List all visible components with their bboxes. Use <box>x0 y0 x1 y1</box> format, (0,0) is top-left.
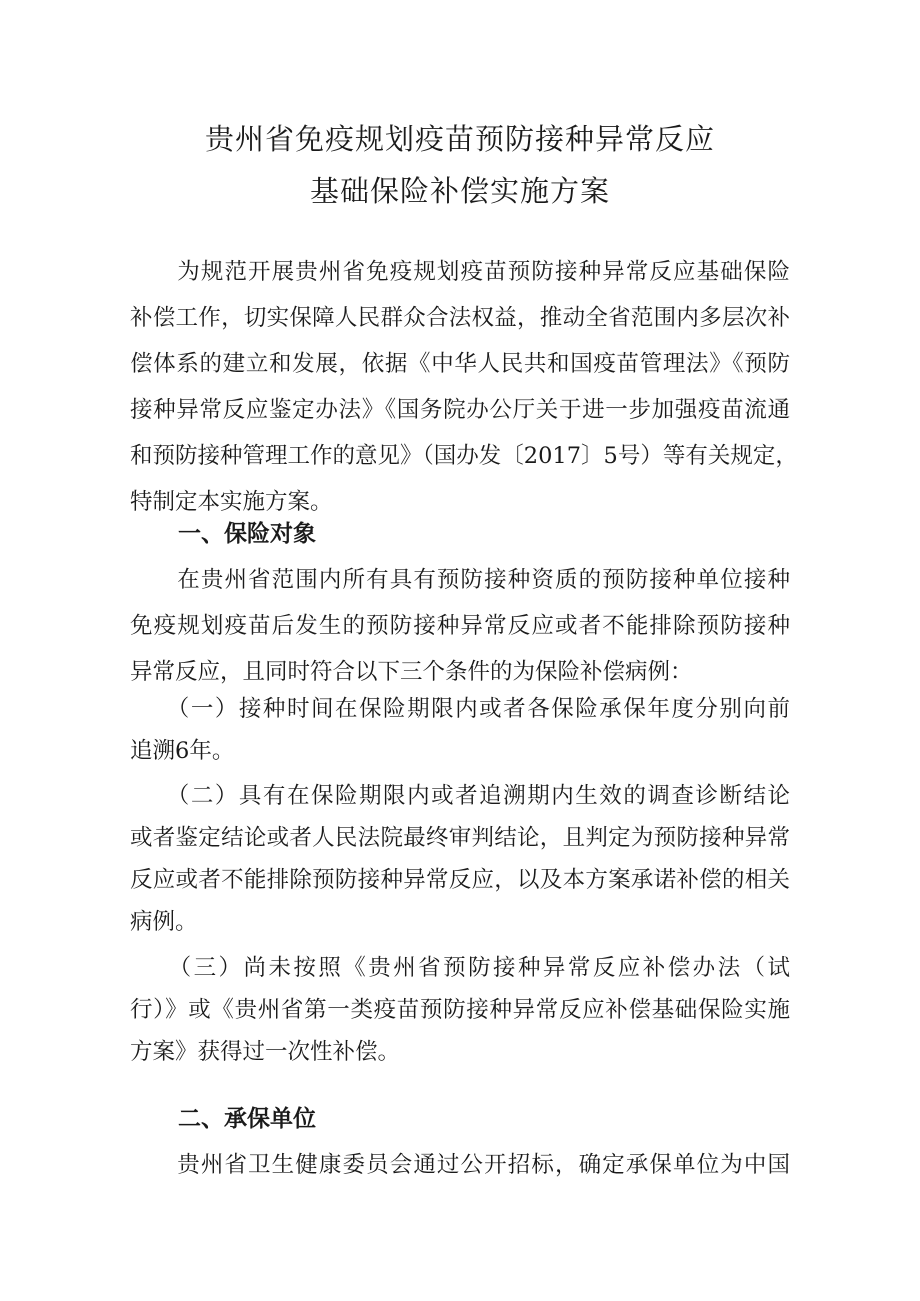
document-title-line2: 基础保险补偿实施方案 <box>309 174 610 208</box>
section1-line: 异常反应，且同时符合以下三个条件的为保险补偿病例： <box>130 659 693 685</box>
intro-line: 补偿工作，切实保障人民群众合法权益，推动全省范围内多层次补 <box>130 305 790 331</box>
intro-line: 和预防接种管理工作的意见》（国办发〔2017〕5号）等有关规定， <box>130 443 798 469</box>
item2-line: 反应或者不能排除预防接种异常反应，以及本方案承诺补偿的相关 <box>130 867 790 893</box>
section1-line: 在贵州省范围内所有具有预防接种资质的预防接种单位接种 <box>130 567 790 593</box>
item3-line: 行）》或《贵州省第一类疫苗预防接种异常反应补偿基础保险实施 <box>130 997 790 1023</box>
item3-line: （三）尚未按照《贵州省预防接种异常反应补偿办法（试 <box>130 955 790 981</box>
item1-line: 追溯6年。 <box>130 738 235 764</box>
intro-line: 为规范开展贵州省免疫规划疫苗预防接种异常反应基础保险 <box>130 259 790 285</box>
item2-line: 病例。 <box>130 909 198 935</box>
intro-line: 接种异常反应鉴定办法》《国务院办公厅关于进一步加强疫苗流通 <box>130 397 790 423</box>
item2-line: （二）具有在保险期限内或者追溯期内生效的调查诊断结论 <box>130 783 790 809</box>
item2-line: 或者鉴定结论或者人民法院最终审判结论，且判定为预防接种异常 <box>130 825 790 851</box>
section1-heading: 一、保险对象 <box>178 521 316 547</box>
section1-line: 免疫规划疫苗后发生的预防接种异常反应或者不能排除预防接种 <box>130 613 790 639</box>
section2-heading: 二、承保单位 <box>178 1106 316 1132</box>
section2-line: 贵州省卫生健康委员会通过公开招标，确定承保单位为中国 <box>130 1152 790 1178</box>
item3-line: 方案》获得过一次性补偿。 <box>130 1039 401 1065</box>
document-title-line1: 贵州省免疫规划疫苗预防接种异常反应 <box>204 122 715 156</box>
item1-line: （一）接种时间在保险期限内或者各保险承保年度分别向前 <box>130 696 790 722</box>
intro-line: 特制定本实施方案。 <box>130 489 333 515</box>
intro-line: 偿体系的建立和发展，依据《中华人民共和国疫苗管理法》《预防 <box>130 351 790 377</box>
